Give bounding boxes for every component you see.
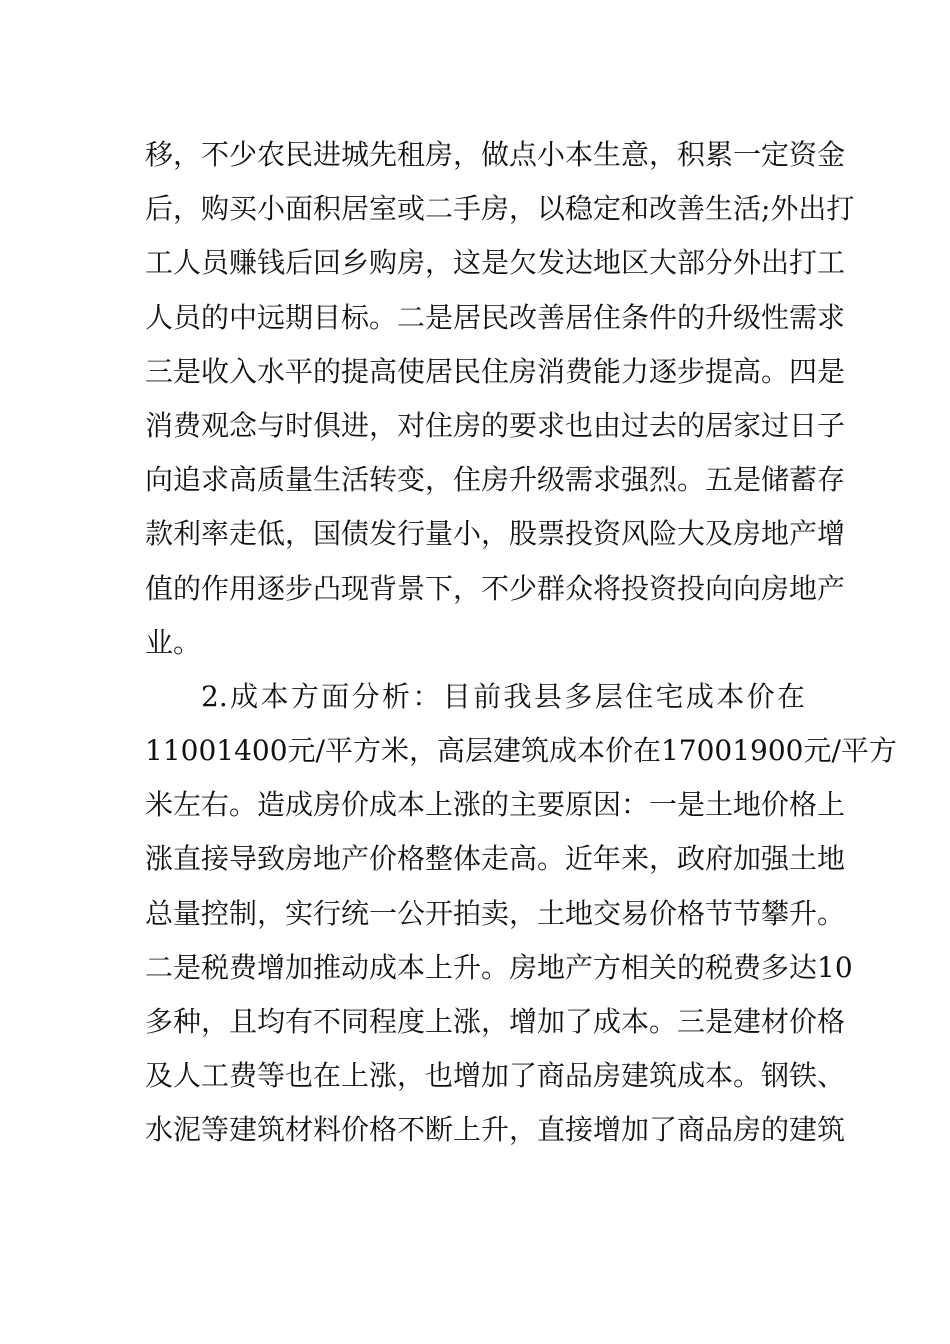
paragraph-end-line: 业。 (145, 625, 202, 659)
text-line: 工人员赚钱后回乡购房，这是欠发达地区大部分外出打工 (145, 246, 846, 280)
section-heading-line: 2.成本方面分析：目前我县多层住宅成本价在 (201, 679, 805, 713)
text-line: 及人工费等也在上涨，也增加了商品房建筑成本。钢铁、 (145, 1059, 846, 1093)
text-line: 11001400元/平方米，高层建筑成本价在17001900元/平方 (145, 734, 897, 768)
text-line: 二是税费增加推动成本上升。房地产方相关的税费多达10 (145, 950, 853, 984)
text-line: 人员的中远期目标。二是居民改善居住条件的升级性需求 (145, 300, 846, 334)
text-line: 消费观念与时俱进，对住房的要求也由过去的居家过日子 (145, 408, 846, 442)
text-line: 后，购买小面积居室或二手房，以稳定和改善生活;外出打 (145, 192, 855, 226)
text-line: 多种，且均有不同程度上涨，增加了成本。三是建材价格 (145, 1005, 846, 1038)
text-line: 总量控制，实行统一公开拍卖，土地交易价格节节攀升。 (145, 896, 846, 930)
text-line: 移，不少农民进城先租房，做点小本生意，积累一定资金 (145, 138, 846, 171)
text-line: 值的作用逐步凸现背景下，不少群众将投资投向向房地产 (145, 571, 846, 605)
text-line: 向追求高质量生活转变，住房升级需求强烈。五是储蓄存 (145, 463, 846, 497)
text-line: 水泥等建筑材料价格不断上升，直接增加了商品房的建筑 (145, 1113, 846, 1147)
text-line: 米左右。造成房价成本上涨的主要原因：一是土地价格上 (145, 788, 846, 822)
text-line: 款利率走低，国债发行量小，股票投资风险大及房地产增 (145, 517, 846, 551)
body-text (145, 128, 897, 1158)
text-line: 三是收入水平的提高使居民住房消费能力逐步提高。四是 (145, 354, 846, 388)
text-line: 涨直接导致房地产价格整体走高。近年来，政府加强土地 (145, 842, 846, 876)
